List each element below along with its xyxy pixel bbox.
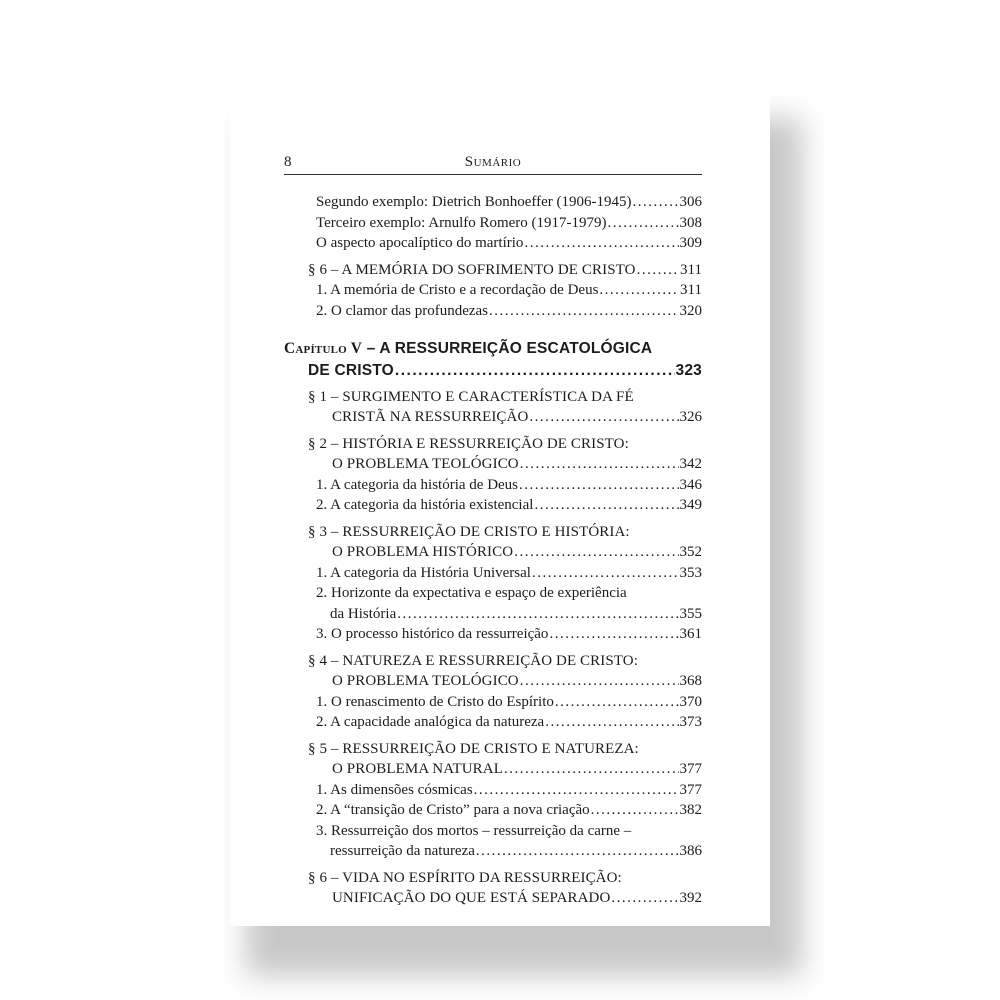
- dot-leader: [520, 454, 679, 475]
- toc-section: § 5 – RESSURREIÇÃO DE CRISTO E NATUREZA:: [308, 740, 639, 757]
- toc-section-title: O PROBLEMA TEOLÓGICO: [332, 673, 519, 689]
- dot-leader: [534, 495, 678, 516]
- toc-entry: [284, 213, 702, 234]
- dot-leader: [524, 233, 678, 254]
- dot-leader: [476, 841, 679, 862]
- toc-section-page: 392: [679, 890, 702, 906]
- toc-entry-text: ressurreição da natureza: [330, 843, 475, 859]
- toc-entry: [284, 475, 702, 496]
- toc-entry: [284, 192, 702, 213]
- book-page: [230, 88, 770, 926]
- toc-entry-text: Terceiro exemplo: Arnulfo Romero (1917-1979): [316, 214, 607, 231]
- toc-entry-text: 2. A capacidade analógica da natureza: [316, 714, 545, 730]
- toc-section-cont: [284, 542, 702, 563]
- toc-section: § 2 – HISTÓRIA E RESSURREIÇÃO DE CRISTO:: [308, 435, 629, 452]
- chapter-title: – A RESSURREIÇÃO ESCATOLÓGICA: [362, 340, 653, 357]
- toc-section-page: 311: [680, 261, 702, 278]
- toc-entry-page: 308: [679, 214, 702, 231]
- toc-entry: [284, 495, 702, 516]
- toc-section-title: UNIFICAÇÃO DO QUE ESTÁ SEPARADO: [332, 890, 611, 906]
- toc-section: § 4 – NATUREZA E RESSURREIÇÃO DE CRISTO:: [308, 652, 639, 669]
- dot-leader: [591, 800, 679, 821]
- toc-section-title: O PROBLEMA NATURAL: [332, 761, 503, 777]
- chapter-page: 323: [675, 361, 702, 379]
- toc-entry-text: 2. O clamor das profundezas: [316, 302, 489, 319]
- toc-section-title: § 6 – A MEMÓRIA DO SOFRIMENTO DE CRISTO: [308, 261, 636, 278]
- toc-entry: [284, 233, 702, 254]
- toc-section-page: 377: [679, 761, 702, 777]
- toc-entry: 2. Horizonte da expectativa e espaço de experiência: [316, 585, 627, 601]
- toc-entry-page: 361: [679, 626, 702, 642]
- toc-entry-page: 353: [679, 564, 702, 581]
- toc-section-page: 342: [679, 456, 702, 472]
- chapter-heading-cont: [284, 360, 702, 381]
- toc-section-cont: [284, 888, 702, 909]
- toc-entry: [284, 563, 702, 584]
- chapter-title-cont: DE CRISTO: [308, 361, 394, 379]
- toc-entry-page: 382: [679, 802, 702, 818]
- toc-entry-text: 1. As dimensões cósmicas: [316, 781, 473, 798]
- toc-entry: [284, 280, 702, 301]
- toc-entry-text: 1. A memória de Cristo e a recordação de Deus: [316, 282, 599, 298]
- dot-leader: [608, 213, 679, 234]
- toc-entry-page: 309: [679, 235, 702, 251]
- running-header: [284, 154, 702, 175]
- dot-leader: [397, 604, 678, 625]
- toc-entry-cont: [284, 604, 702, 625]
- toc-entry-text: da História: [330, 605, 397, 622]
- toc-entry-page: 377: [679, 781, 702, 798]
- page-number: 8: [284, 154, 292, 170]
- toc-entry-text: 3. O processo histórico da ressurreição: [316, 626, 549, 642]
- dot-leader: [529, 407, 678, 428]
- toc-section-cont: [284, 759, 702, 780]
- dot-leader: [632, 192, 678, 213]
- dot-leader: [489, 301, 678, 322]
- toc-section-cont: [284, 454, 702, 475]
- dot-leader: [549, 624, 678, 645]
- toc-entry-page: 373: [679, 714, 702, 730]
- toc-entry-page: 311: [680, 282, 702, 298]
- toc-entry: [284, 624, 702, 645]
- dot-leader: [555, 692, 679, 713]
- toc-section-cont: [284, 407, 702, 428]
- toc-entry-text: O aspecto apocalíptico do martírio: [316, 235, 524, 251]
- table-of-contents: [284, 192, 702, 909]
- toc-entry: [284, 692, 702, 713]
- toc-entry: [284, 800, 702, 821]
- toc-entry: [284, 780, 702, 801]
- toc-entry-text: 2. A “transição de Cristo” para a nova criação: [316, 802, 590, 818]
- toc-section: § 6 – VIDA NO ESPÍRITO DA RESSURREIÇÃO:: [308, 869, 622, 886]
- toc-section: § 1 – SURGIMENTO E CARACTERÍSTICA DA FÉ: [308, 388, 634, 405]
- toc-entry: 3. Ressurreição dos mortos – ressurreição da carne –: [316, 822, 632, 839]
- dot-leader: [520, 671, 679, 692]
- dot-leader: [532, 563, 679, 584]
- dot-leader: [599, 280, 679, 301]
- toc-entry-page: 346: [679, 476, 702, 493]
- toc-entry-cont: [284, 841, 702, 862]
- toc-entry-text: 1. O renascimento de Cristo do Espírito: [316, 693, 554, 710]
- toc-entry: [284, 301, 702, 322]
- toc-entry-page: 355: [679, 605, 702, 622]
- dot-leader: [395, 360, 675, 381]
- toc-section-title: O PROBLEMA TEOLÓGICO: [332, 456, 519, 472]
- dot-leader: [611, 888, 678, 909]
- dot-leader: [474, 780, 679, 801]
- toc-entry-page: 320: [679, 302, 702, 319]
- toc-entry-text: 1. A categoria da História Universal: [316, 564, 531, 581]
- toc-entry-text: Segundo exemplo: Dietrich Bonhoeffer (1906-1945): [316, 194, 632, 210]
- chapter-label: Capítulo V: [284, 340, 363, 357]
- toc-section-title: O PROBLEMA HISTÓRICO: [332, 544, 514, 560]
- toc-section: [284, 260, 702, 281]
- toc-section-page: 352: [679, 544, 702, 560]
- toc-section-page: 326: [679, 409, 702, 425]
- toc-entry-text: 2. A categoria da história existencial: [316, 497, 534, 513]
- running-title: Sumário: [464, 154, 522, 170]
- dot-leader: [504, 759, 679, 780]
- toc-entry-page: 370: [679, 693, 702, 710]
- toc-section-cont: [284, 671, 702, 692]
- toc-entry-page: 306: [679, 194, 702, 210]
- dot-leader: [514, 542, 678, 563]
- toc-section: § 3 – RESSURREIÇÃO DE CRISTO E HISTÓRIA:: [308, 523, 630, 540]
- chapter-heading: [284, 339, 702, 360]
- toc-section-title: CRISTÃ NA RESSURREIÇÃO: [332, 409, 529, 425]
- toc-entry-page: 349: [679, 497, 702, 513]
- dot-leader: [637, 260, 679, 281]
- dot-leader: [519, 475, 678, 496]
- toc-section-page: 368: [679, 673, 702, 689]
- toc-entry-text: 1. A categoria da história de Deus: [316, 476, 519, 493]
- toc-entry-page: 386: [679, 843, 702, 859]
- toc-entry: [284, 712, 702, 733]
- dot-leader: [545, 712, 678, 733]
